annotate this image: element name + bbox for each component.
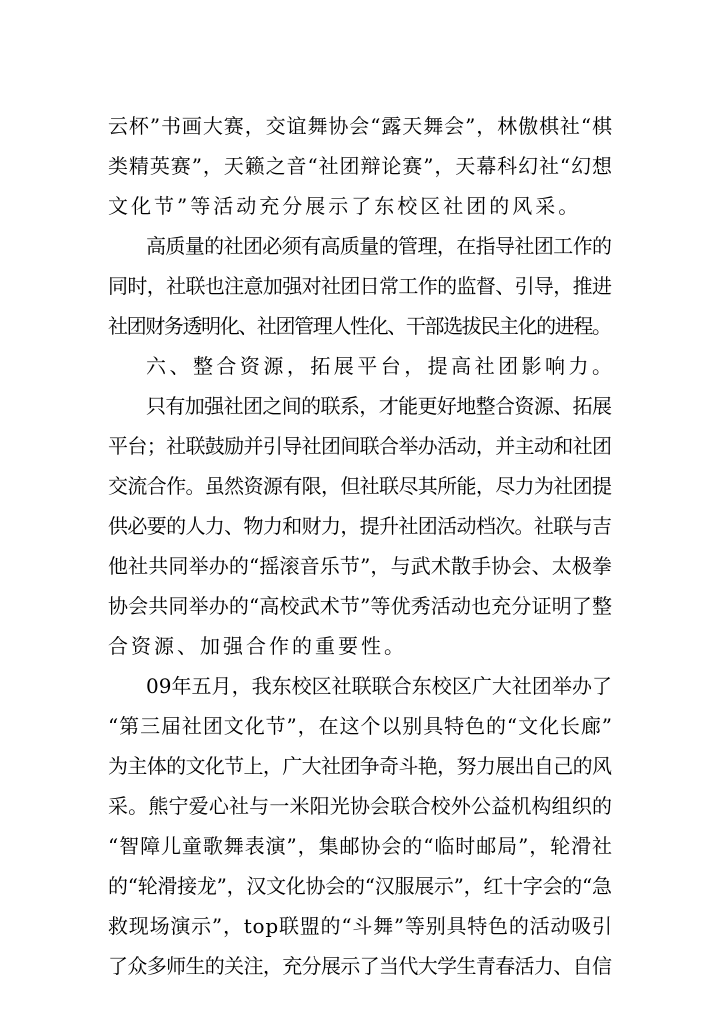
text-line: 他社共同举办的“摇滚音乐节”，与武术散手协会、太极拳 bbox=[108, 554, 613, 578]
text-line: 救现场演示”，top联盟的“斗舞”等别具特色的活动吸引 bbox=[108, 914, 613, 938]
text-line: 了众多师生的关注，充分展示了当代大学生青春活力、自信 bbox=[108, 954, 612, 978]
text-line: 同时，社联也注意加强对社团日常工作的监督、引导，推进 bbox=[108, 274, 612, 298]
text-line: 高质量的社团必须有高质量的管理，在指导社团工作的 bbox=[146, 234, 612, 258]
text-line: 类精英赛”，天籁之音“社团辩论赛”，天幕科幻社“幻想 bbox=[108, 154, 613, 178]
text-line: 文化节”等活动充分展示了东校区社团的风采。 bbox=[108, 194, 582, 218]
text-line: 供必要的人力、物力和财力，提升社团活动档次。社联与吉 bbox=[108, 514, 612, 538]
text-line: 协会共同举办的“高校武术节”等优秀活动也充分证明了整 bbox=[108, 594, 613, 618]
text-line: “第三届社团文化节”，在这个以别具特色的“文化长廊” bbox=[108, 714, 613, 738]
text-line: 采。熊宁爱心社与一米阳光协会联合校外公益机构组织的 bbox=[108, 794, 613, 818]
text-line: 为主体的文化节上，广大社团争奇斗艳，努力展出自己的风 bbox=[108, 754, 612, 778]
text-line: 云杯”书画大赛，交谊舞协会“露天舞会”，林傲棋社“棋 bbox=[108, 114, 613, 138]
text-line: 合资源、加强合作的重要性。 bbox=[108, 634, 407, 658]
text-line: 的“轮滑接龙”，汉文化协会的“汉服展示”，红十字会的“急 bbox=[108, 874, 612, 898]
text-line: 只有加强社团之间的联系，才能更好地整合资源、拓展 bbox=[146, 394, 612, 418]
text-line: 交流合作。虽然资源有限，但社联尽其所能，尽力为社团提 bbox=[108, 474, 612, 498]
text-line: 平台；社联鼓励并引导社团间联合举办活动，并主动和社团 bbox=[108, 434, 612, 458]
text-line: 09年五月，我东校区社联联合东校区广大社团举办了 bbox=[146, 674, 613, 698]
text-line: 社团财务透明化、社团管理人性化、干部选拔民主化的进程。 bbox=[108, 314, 611, 338]
text-line: “智障儿童歌舞表演”，集邮协会的“临时邮局”，轮滑社 bbox=[108, 834, 613, 858]
section-heading: 六、整合资源，拓展平台，提高社团影响力。 bbox=[146, 354, 616, 378]
